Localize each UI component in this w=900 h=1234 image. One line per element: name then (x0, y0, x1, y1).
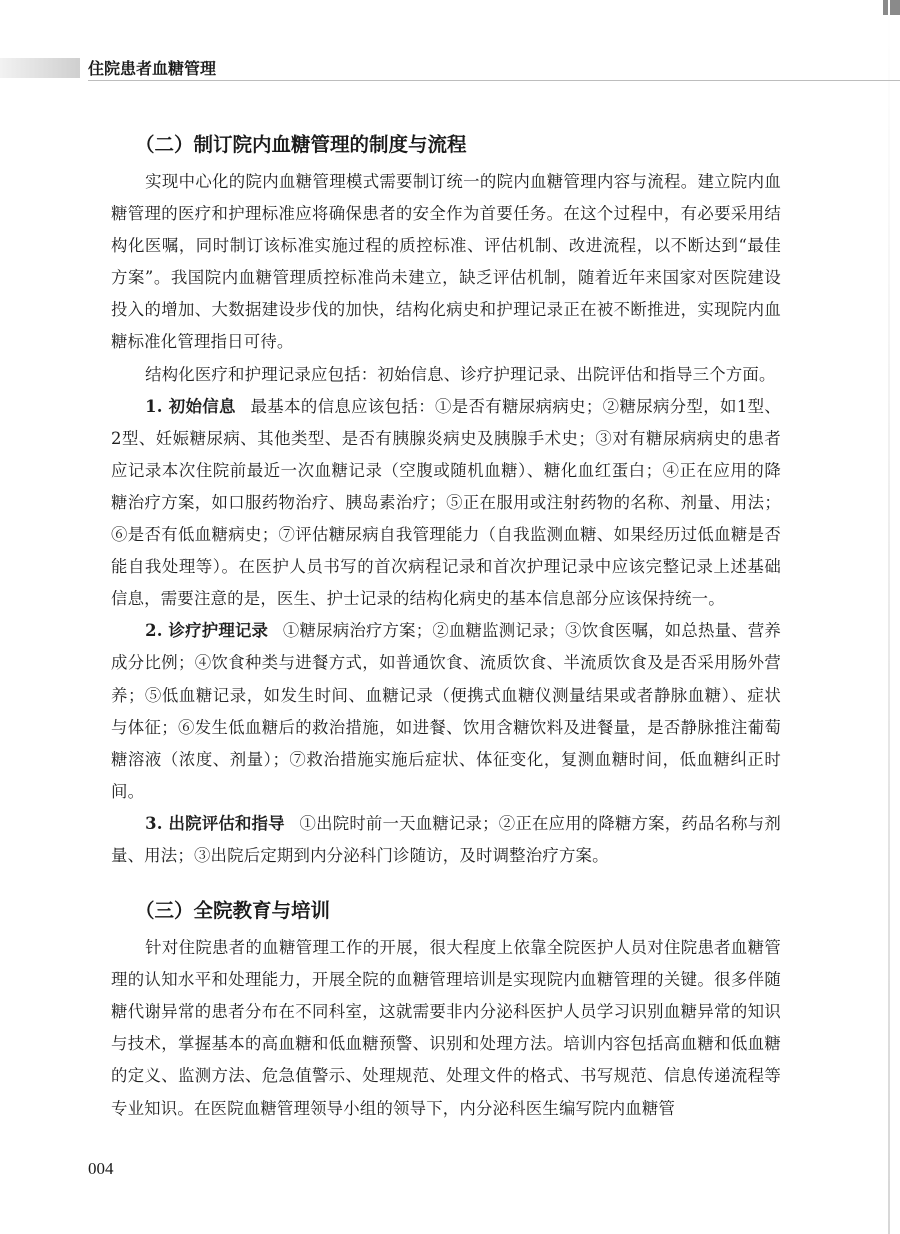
page-body (111, 132, 781, 1125)
paragraph-text: ①糖尿病治疗方案；②血糖监测记录；③饮食医嘱，如总热量、营养成分比例；④饮食种类与进餐方式，如普通饮食、流质饮食、半流质饮食及是否采用肠外营养；⑤低血糖记录，如发生时间、血糖记录（便携式血糖仪测量结果或者静脉血糖）、症状与体征；⑥发生低血糖后的救治措施，如进餐、饮用含糖饮料及进餐量，是否静脉推注葡萄糖溶液（浓度、剂量）；⑦救治措施实施后症状、体征变化，复测血糖时间，低血糖纠正时间。 (111, 621, 782, 801)
section-heading: （三）全院教育与培训 (135, 899, 331, 923)
paragraph-text: ①出院时前一天血糖记录；②正在应用的降糖方案，药品名称与剂量、用法；③出院后定期到内分泌科门诊随访，及时调整治疗方案。 (111, 813, 781, 865)
section-heading: （二）制订院内血糖管理的制度与流程 (135, 133, 467, 156)
paragraph (111, 359, 781, 391)
list-paragraph (111, 615, 781, 808)
item-heading: 3. 出院评估和指导 (145, 813, 285, 833)
paragraph (111, 166, 781, 359)
header-band (0, 58, 80, 78)
header-rule (88, 80, 900, 81)
item-heading: 1. 初始信息 (145, 396, 236, 416)
paragraph-text: 最基本的信息应该包括：①是否有糖尿病病史；②糖尿病分型，如1型、2型、妊娠糖尿病、其他类型、是否有胰腺炎病史及胰腺手术史；③对有糖尿病病史的患者应记录本次住院前最近一次血糖记录（空腹或随机血糖）、糖化血红蛋白；④正在应用的降糖治疗方案，如口服药物治疗、胰岛素治疗；⑤正在服用或注射药物的名称、剂量、用法；⑥是否有低血糖病史；⑦评估糖尿病自我管理能力（自我监测血糖、如果经历过低血糖是否能自我处理等）。在医护人员书写的首次病程记录和首次护理记录中应该完整记录上述基础信息，需要注意的是，医生、护士记录的结构化病史的基本信息部分应该保持统一。 (111, 396, 781, 609)
list-paragraph (111, 391, 781, 616)
paragraph-text: 结构化医疗和护理记录应包括：初始信息、诊疗护理记录、出院评估和指导三个方面。 (145, 364, 776, 384)
page-number: 004 (88, 1159, 114, 1178)
list-paragraph (111, 808, 781, 872)
paragraph-text: 实现中心化的院内血糖管理模式需要制订统一的院内血糖管理内容与流程。建立院内血糖管理的医疗和护理标准应将确保患者的安全作为首要任务。在这个过程中，有必要采用结构化医嘱，同时制订该标准实施过程的质控标准、评估机制、改进流程，以不断达到“最佳方案”。我国院内血糖管理质控标准尚未建立，缺乏评估机制，随着近年来国家对医院建设投入的增加、大数据建设步伐的加快，结构化病史和护理记录正在被不断推进，实现院内血糖标准化管理指日可待。 (111, 172, 781, 352)
paragraph (111, 932, 781, 1125)
paragraph-text: 针对住院患者的血糖管理工作的开展，很大程度上依靠全院医护人员对住院患者血糖管理的认知水平和处理能力，开展全院的血糖管理培训是实现院内血糖管理的关键。很多伴随糖代谢异常的患者分布在不同科室，这就需要非内分泌科医护人员学习识别血糖异常的知识与技术，掌握基本的高血糖和低血糖预警、识别和处理方法。培训内容包括高血糖和低血糖的定义、监测方法、危急值警示、处理规范、处理文件的格式、书写规范、信息传递流程等专业知识。在医院血糖管理领导小组的领导下，内分泌科医生编写院内血糖管 (111, 938, 781, 1118)
corner-mark (883, 0, 900, 15)
running-header: 住院患者血糖管理 (88, 59, 217, 78)
page-edge-shadow (888, 0, 890, 1234)
item-heading: 2. 诊疗护理记录 (145, 621, 269, 641)
